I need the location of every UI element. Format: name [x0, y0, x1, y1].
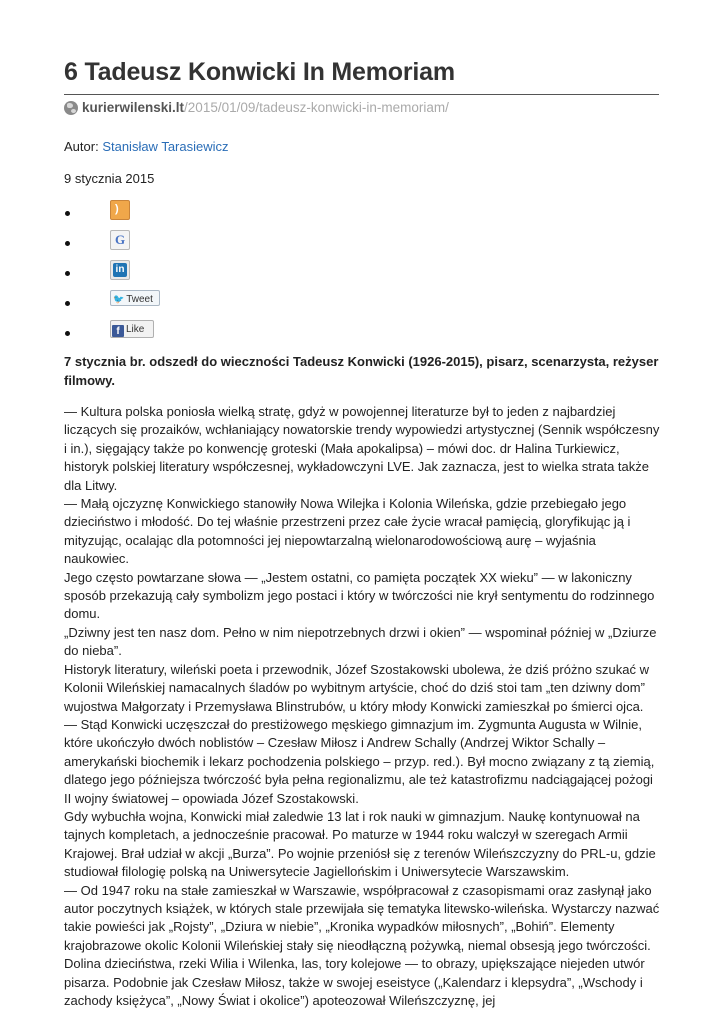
source-path[interactable]: /2015/01/09/tadeusz-konwicki-in-memoriam/ — [184, 100, 449, 115]
bullet-icon — [65, 301, 70, 306]
globe-icon — [64, 101, 78, 115]
article-paragraph: „Dziwny jest ten nasz dom. Pełno w nim niepotrzebnych drzwi i okien” — wspominał później w „Dziurze do nieba”. — [64, 624, 657, 659]
bullet-icon — [65, 211, 70, 216]
article-body — [64, 403, 662, 1010]
author-line — [64, 139, 229, 154]
article-paragraph: Gdy wybuchła wojna, Konwicki miał zaledwie 13 lat i rok nauki w gimnazjum. Naukę kontynuował na tajnych kompletach, a jednocześnie pracował. Po maturze w 1944 roku walczył w szeregach Armii Krajowej. Brał udział w akcji „Burza”. Po wojnie przeniósł się z terenów Wileńszczyzny do PRL-u, gdzie studiował filologię polską na Uniwersytecie Jagiellońskim i Uniwersytecie Warszawskim. — [64, 808, 656, 880]
tweet-button[interactable] — [110, 290, 160, 306]
article-paragraph: — Od 1947 roku na stałe zamieszkał w Warszawie, współpracował z czasopismami oraz zasłynął jako autor poczytnych książek, w których stale przewijała się tematyka litewsko-wileńska. Wystarczy nazwać takie powieści jak „Rojsty”, „Dziura w niebie”, „Kronika wypadków miłosnych”, „Bohiń”. Elementy krajobrazowe okolic Kolonii Wileńskiej stały się nieodłączną pożywką, niemal obsesją jego twórczości. Dolina dzieciństwa, rzeki Wilia i Wilenka, las, tory kolejowe — to obrazy, upiększające niejeden utwór pisarza. Podobnie jak Czesław Miłosz, także w swojej eseistyce („Kalendarz i klepsydra”, „Wschody i zachody księżyca”, „Nowy Świat i okolice”) apoteozował Wileńszczyznę, jej — [64, 882, 660, 1008]
tweet-label: Tweet — [126, 294, 153, 305]
author-link[interactable]: Stanisław Tarasiewicz — [102, 139, 229, 154]
article-paragraph: — Stąd Konwicki uczęszczał do prestiżowego męskiego gimnazjum im. Zygmunta Augusta w Wilnie, które ukończyło dwóch noblistów – Czesław Miłosz i Andrew Schally (Andrzej Wiktor Schally – amerykański biochemik i lekarz pochodzenia polskiego – przyp. red.). Był mocno związany z tą ziemią, dlatego jego późniejsza twórczość była pełna regionalizmu, ale też katastrofizmu nadciągającej pożogi II wojny światowej – opowiada Józef Szostakowski. — [64, 716, 655, 806]
source-domain[interactable]: kurierwilenski.lt — [82, 100, 185, 115]
article-paragraph: Jego często powtarzane słowa — „Jestem ostatni, co pamięta początek XX wieku” — w lakoniczny sposób przekazują cały symbolizm jego postaci i który w twórczości nie krył sentymentu do rodzinnego domu. — [64, 569, 655, 622]
publish-date: 9 stycznia 2015 — [64, 171, 155, 186]
facebook-icon: f — [112, 325, 124, 337]
article-paragraph: — Małą ojczyznę Konwickiego stanowiły Nowa Wilejka i Kolonia Wileńska, gdzie przebiegało jego dzieciństwo i młodość. Do tej właśnie przestrzeni przez całe życie wracał pamięcią, gloryfikując ją i mityzując, ocalając dla potomności jej niepowtarzalną wielonarodowościową aurę – wyjaśnia naukowiec. — [64, 496, 631, 567]
title-divider — [64, 94, 659, 95]
bullet-icon — [65, 271, 70, 276]
linkedin-icon[interactable]: in — [110, 260, 130, 280]
rss-icon[interactable]: ) — [110, 200, 130, 220]
bullet-icon — [65, 241, 70, 246]
article-paragraph: — Kultura polska poniosła wielką stratę, gdyż w powojennej literaturze był to jeden z najbardziej liczących się prozaików, wchłaniający nowatorskie trendy wypowiedzi artystycznej (Sennik współczesny i in.), sięgający także po konwencję groteski (Mała apokalipsa) – mówi doc. dr Halina Turkiewicz, historyk polskiej literatury współczesnej, wykładowczyni LVE. Jak zaznacza, jest to wielka strata także dla Litwy. — [64, 404, 660, 493]
bullet-icon — [65, 331, 70, 336]
page-title: 6 Tadeusz Konwicki In Memoriam — [64, 58, 455, 86]
google-icon[interactable]: G — [110, 230, 130, 250]
article-paragraph: Historyk literatury, wileński poeta i przewodnik, Józef Szostakowski ubolewa, że dziś próżno szukać w Kolonii Wileńskiej namacalnych śladów po wybitnym artyście, choć do dziś stoi tam „ten dziwny dom” wujostwa Małgorzaty i Przemysława Blinstrubów, u który młody Konwicki zamieszkał po śmierci ojca. — [64, 661, 649, 714]
facebook-like-button[interactable] — [110, 320, 154, 338]
source-url[interactable] — [64, 100, 449, 115]
author-label: Autor: — [64, 139, 99, 154]
like-label: Like — [126, 324, 145, 335]
twitter-bird-icon: 🐦 — [113, 294, 125, 304]
article-lead: 7 stycznia br. odszedł do wieczności Tadeusz Konwicki (1926-2015), pisarz, scenarzysta, reżyser filmowy. — [64, 354, 659, 388]
